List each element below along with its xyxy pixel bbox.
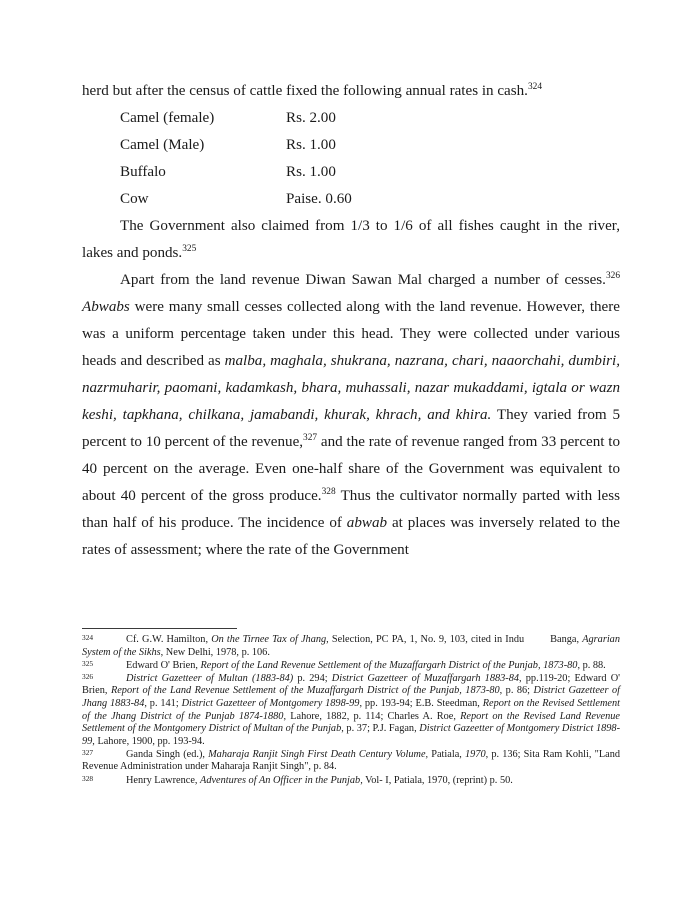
rate-row [82, 105, 620, 132]
cesses-seg-6: and the rate of revenue ranged from 33 percent to 40 percent on the average. Even one-half share of the Government was equivalent to about 40 percent of the gross produce. [82, 434, 620, 504]
footnote-run: , Lahore, 1900, pp. 193-94. [92, 735, 205, 747]
cess-term-list: malba, maghala, shukrana, nazrana, chari, naaorchahi, dumbiri, nazrmuharir, paomani, kadamkash, bhara, muhassali, nazar mukaddami, igtala or wazn keshi, tapkhana, chilkana, jamabandi, khurak, khrach, and khira. [82, 353, 620, 423]
footnote-title-italic: 1970 [465, 748, 486, 760]
footnote-title-italic: Report of the Land Revenue Settlement of the Muzaffargarh District of the Punjab, 1873-80 [110, 685, 500, 697]
footnote-run: Henry Lawrence, [126, 774, 201, 786]
footnote-run: Cf. G.W. Hamilton, [126, 634, 212, 645]
footnote-title-italic: District Gazetteer of Muzaffargarh 1883-84 [331, 672, 520, 684]
rate-value: Rs. 1.00 [286, 137, 336, 153]
footnote-text [82, 749, 620, 774]
footnote-run: Edward O' Brien, [126, 659, 201, 671]
paragraph-fisheries-text: The Government also claimed from 1/3 to 1/6 of all fishes caught in the river, lakes and ponds. [82, 218, 620, 261]
footnote-run: , p. 86; [499, 685, 534, 697]
footnote-text [82, 673, 620, 749]
footnote-run: , p. 136; Sita Ram Kohli, "Land Revenue Administration under Maharaja Ranjit Singh", p. 84. [82, 748, 620, 773]
footnote-item [82, 749, 620, 774]
footnote-item [82, 673, 620, 749]
footnote-run: Banga, [550, 634, 583, 645]
cesses-seg-5: They varied from 5 percent to 10 percent of the revenue, [82, 407, 620, 450]
term-abwabs: Abwabs [82, 299, 130, 315]
paragraph-cesses [82, 267, 620, 564]
rate-name: Camel (Male) [120, 137, 205, 153]
footnote-run: Vol- I, Patiala, 1970, (reprint) p. 50. [362, 774, 513, 786]
footnote-number[interactable]: 327 [82, 747, 94, 757]
rate-value: Paise. 0.60 [286, 191, 352, 207]
footnote-run: , p. 37; P.J. Fagan, [341, 723, 420, 735]
footnote-title-italic: Report on the Revised Settlement of the Jhang District of the Punjab 1874-1880 [82, 697, 621, 722]
footnote-run: Selection, PC PA, 1, No. 9, 103, cited in Indu [328, 634, 525, 645]
rate-row [82, 132, 620, 159]
footnote-title-italic: Agrarian System of the Sikhs [82, 634, 620, 658]
cesses-seg-9: at places was inversely related to the rates of assessment; where the rate of the Government [82, 515, 620, 558]
paragraph-opening [82, 78, 620, 105]
footnote-run: Patiala, [428, 748, 466, 760]
footnote-title-italic: District Gazetteer of Montgomery 1898-99 [181, 697, 360, 709]
footnote-run: , New Delhi, 1978, p. 106. [160, 646, 270, 658]
rate-name: Buffalo [120, 164, 166, 180]
footnote-item [82, 634, 620, 659]
footnote-title-italic: Report of the Land Revenue Settlement of the Muzaffargarh District of the Punjab, 1873-80 [200, 659, 578, 671]
rate-row [82, 186, 620, 213]
footnote-separator-rule [82, 628, 237, 629]
footnote-title-italic: District Gazetteer of Jhang 1883-84 [82, 685, 620, 709]
rate-list [82, 105, 620, 213]
footnote-number[interactable]: 324 [82, 633, 94, 642]
rate-row [82, 159, 620, 186]
footnote-run: p. 294; [293, 672, 332, 684]
footnote-title-italic: District Gazetteer of Multan (1883-84) [126, 672, 294, 684]
footnote-item [82, 660, 620, 673]
footnote-text [82, 660, 620, 673]
footnote-text [82, 634, 620, 659]
footnote-title-italic: Adventures of An Officer in the Punjab, [200, 774, 363, 786]
footnote-section [82, 628, 620, 788]
footnote-number[interactable]: 325 [82, 658, 94, 668]
body-text-column [82, 78, 620, 564]
footnote-marker-328[interactable]: 328 [321, 486, 336, 497]
footnote-marker-324[interactable]: 324 [527, 81, 543, 92]
footnote-list [82, 634, 620, 787]
footnote-title-italic: Maharaja Ranjit Singh First Death Century Volume, [208, 748, 429, 760]
paragraph-fisheries [82, 213, 620, 267]
term-abwab: abwab [346, 515, 388, 531]
rate-value: Rs. 1.00 [286, 164, 336, 180]
footnote-run: Ganda Singh (ed.), [126, 748, 209, 760]
footnote-run: , Lahore, 1882, p. 114; Charles A. Roe, [283, 710, 461, 722]
rate-name: Camel (female) [120, 110, 215, 126]
cesses-seg-1: Apart from the land revenue Diwan Sawan Mal charged a number of cesses. [120, 272, 606, 288]
footnote-text [82, 775, 620, 788]
cesses-seg-3: were many small cesses collected along with the land revenue. However, there was a uniform percentage taken under this head. They were collected under various heads and described as [82, 299, 620, 369]
footnote-run: , pp. 193-94; E.B. Steedman, [359, 697, 483, 709]
footnote-run: , p. 141; [144, 697, 182, 709]
rate-name: Cow [120, 191, 149, 207]
cesses-seg-7: Thus the cultivator normally parted with less than half of his produce. The incidence of [82, 488, 620, 531]
footnote-run: , p. 88. [577, 659, 606, 671]
footnote-number[interactable]: 326 [82, 671, 94, 681]
footnote-title-italic: On the Tirnee Tax of Jhang, [211, 634, 329, 645]
footnote-run: , pp.119-20; Edward O' Brien, [82, 672, 620, 697]
footnote-title-italic: Report on the Revised Land Revenue Settlement of the Montgomery District of Multan of the Punjab [82, 710, 620, 735]
footnote-number[interactable]: 328 [82, 773, 94, 783]
footnote-marker-327[interactable]: 327 [303, 432, 318, 443]
footnote-marker-326[interactable]: 326 [605, 270, 620, 281]
rate-value: Rs. 2.00 [286, 110, 336, 126]
footnote-title-italic: District Gazeetter of Montgomery District 1898-99 [82, 723, 620, 747]
footnote-marker-325[interactable]: 325 [182, 243, 197, 254]
paragraph-opening-text: herd but after the census of cattle fixed the following annual rates in cash. [82, 83, 528, 99]
footnote-item [82, 775, 620, 788]
